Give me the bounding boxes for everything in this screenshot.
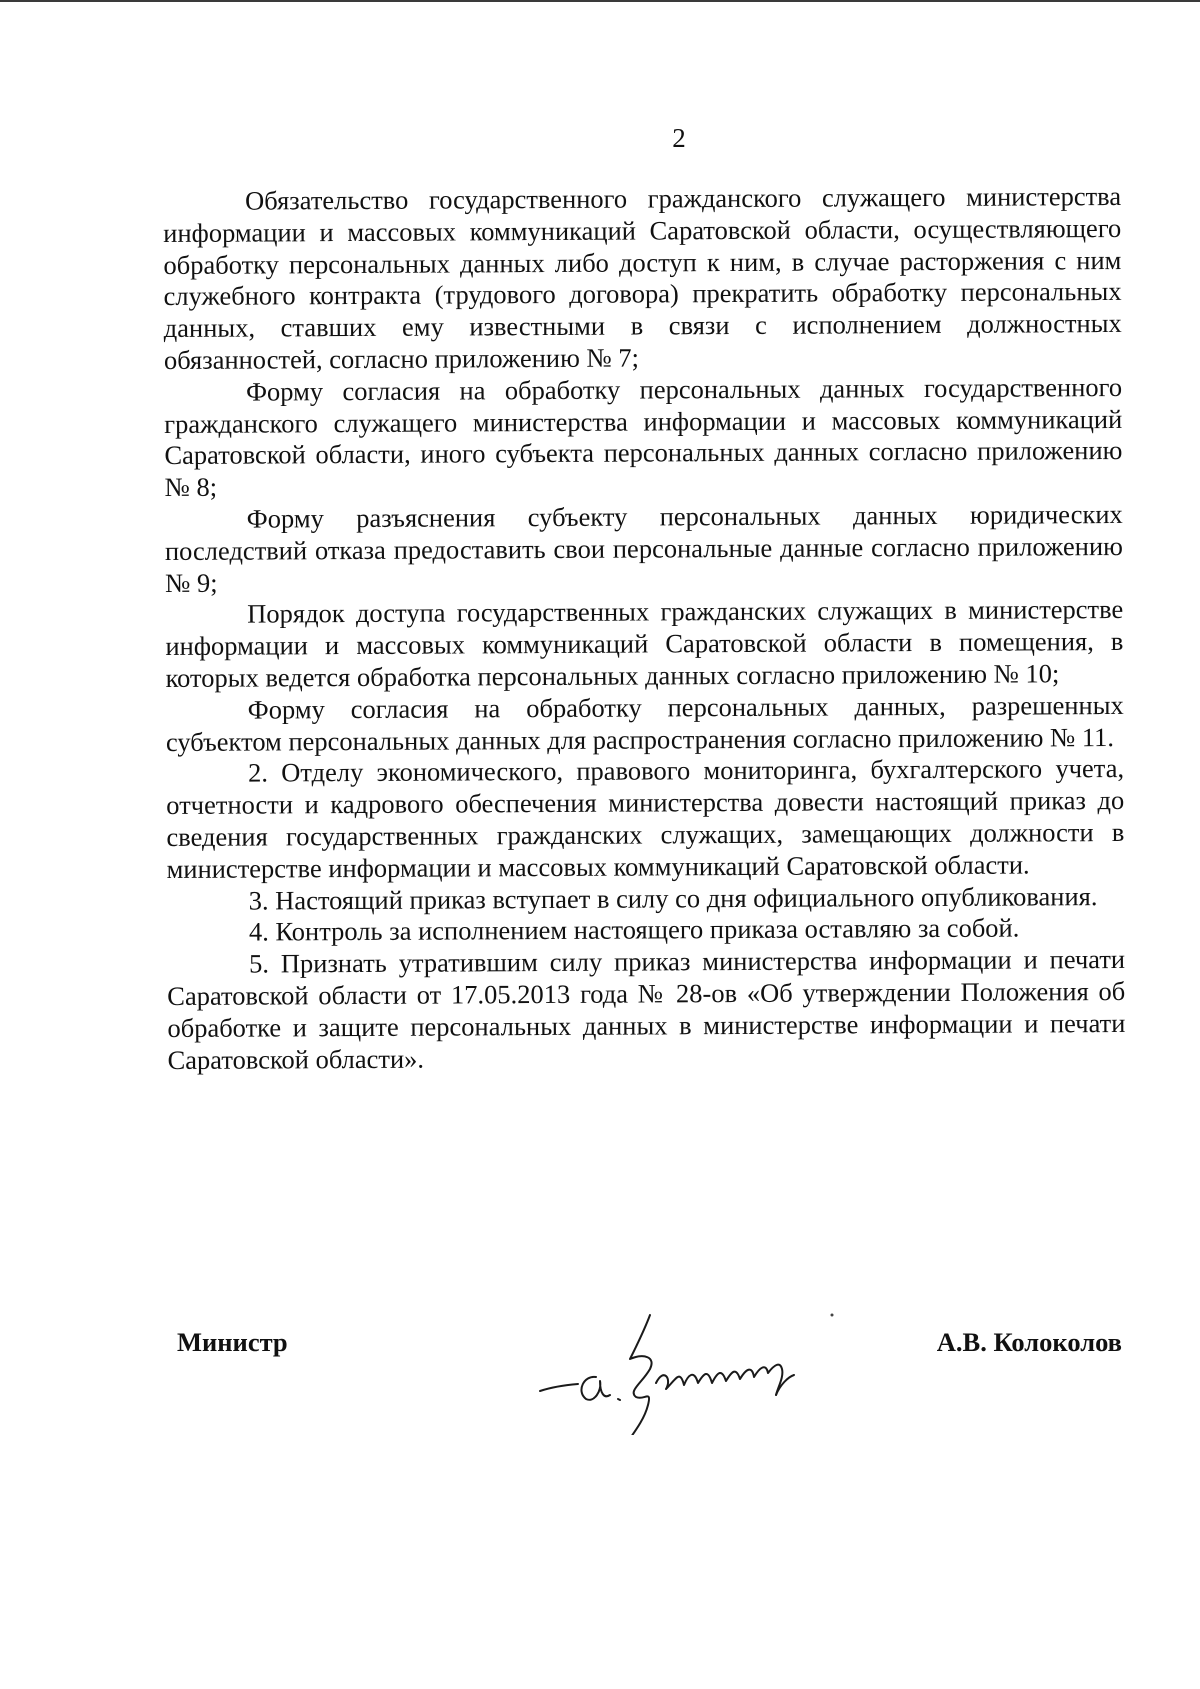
paragraph-appendix-11: Форму согласия на обработку персональных данных, разрешенных субъектом персональных данных для распространения согласно приложению № 11. bbox=[165, 689, 1124, 757]
handwritten-signature-icon bbox=[532, 1295, 852, 1435]
document-body bbox=[163, 181, 1126, 1076]
page-number: 2 bbox=[672, 123, 686, 153]
paragraph-item-2: 2. Отделу экономического, правового мониторинга, бухгалтерского учета, отчетности и кадрового обеспечения министерства довести настоящий приказ до сведения государственных гражданских служащих, замещающих должности в министерстве информации и массовых коммуникаций Саратовской области. bbox=[166, 753, 1125, 884]
page-top-border bbox=[0, 0, 1200, 2]
signatory-title: Министр bbox=[177, 1327, 288, 1357]
signature-block bbox=[177, 1295, 1122, 1435]
signatory-name: А.В. Колоколов bbox=[936, 1327, 1122, 1357]
paragraph-item-3: 3. Настоящий приказ вступает в силу со дня официального опубликования. bbox=[248, 880, 1098, 916]
paragraph-appendix-9: Форму разъяснения субъекту персональных данных юридических последствий отказа предоставить свои персональные данные согласно приложению № 9; bbox=[164, 498, 1123, 598]
paragraph-item-4: 4. Контроль за исполнением настоящего приказа оставляю за собой. bbox=[248, 912, 1020, 947]
paragraph-appendix-10: Порядок доступа государственных гражданских служащих в министерстве информации и массовых коммуникаций Саратовской области в помещения, в которых ведется обработка персональных данных согласно приложению № 10; bbox=[165, 594, 1124, 693]
paragraph-appendix-7: Обязательство государственного гражданского служащего министерства информации и массовых коммуникаций Саратовской области, осуществляющего обработку персональных данных либо доступ к ним, в случае расторжения с ним служебного контракта (трудового договора) прекратить обработку персональных данных, ставших ему известными в связи с исполнением должностных обязанностей, согласно приложению № 7; bbox=[163, 180, 1122, 375]
paragraph-item-5: 5. Признать утратившим силу приказ министерства информации и печати Саратовской области от 17.05.2013 года № 28-ов «Об утверждении Положения об обработке и защите персональных данных в министерстве информации и печати Саратовской области». bbox=[167, 944, 1126, 1075]
paragraph-appendix-8: Форму согласия на обработку персональных данных государственного гражданского служащего министерства информации и массовых коммуникаций Саратовской области, иного субъекта персональных данных согласно приложению № 8; bbox=[164, 371, 1123, 503]
